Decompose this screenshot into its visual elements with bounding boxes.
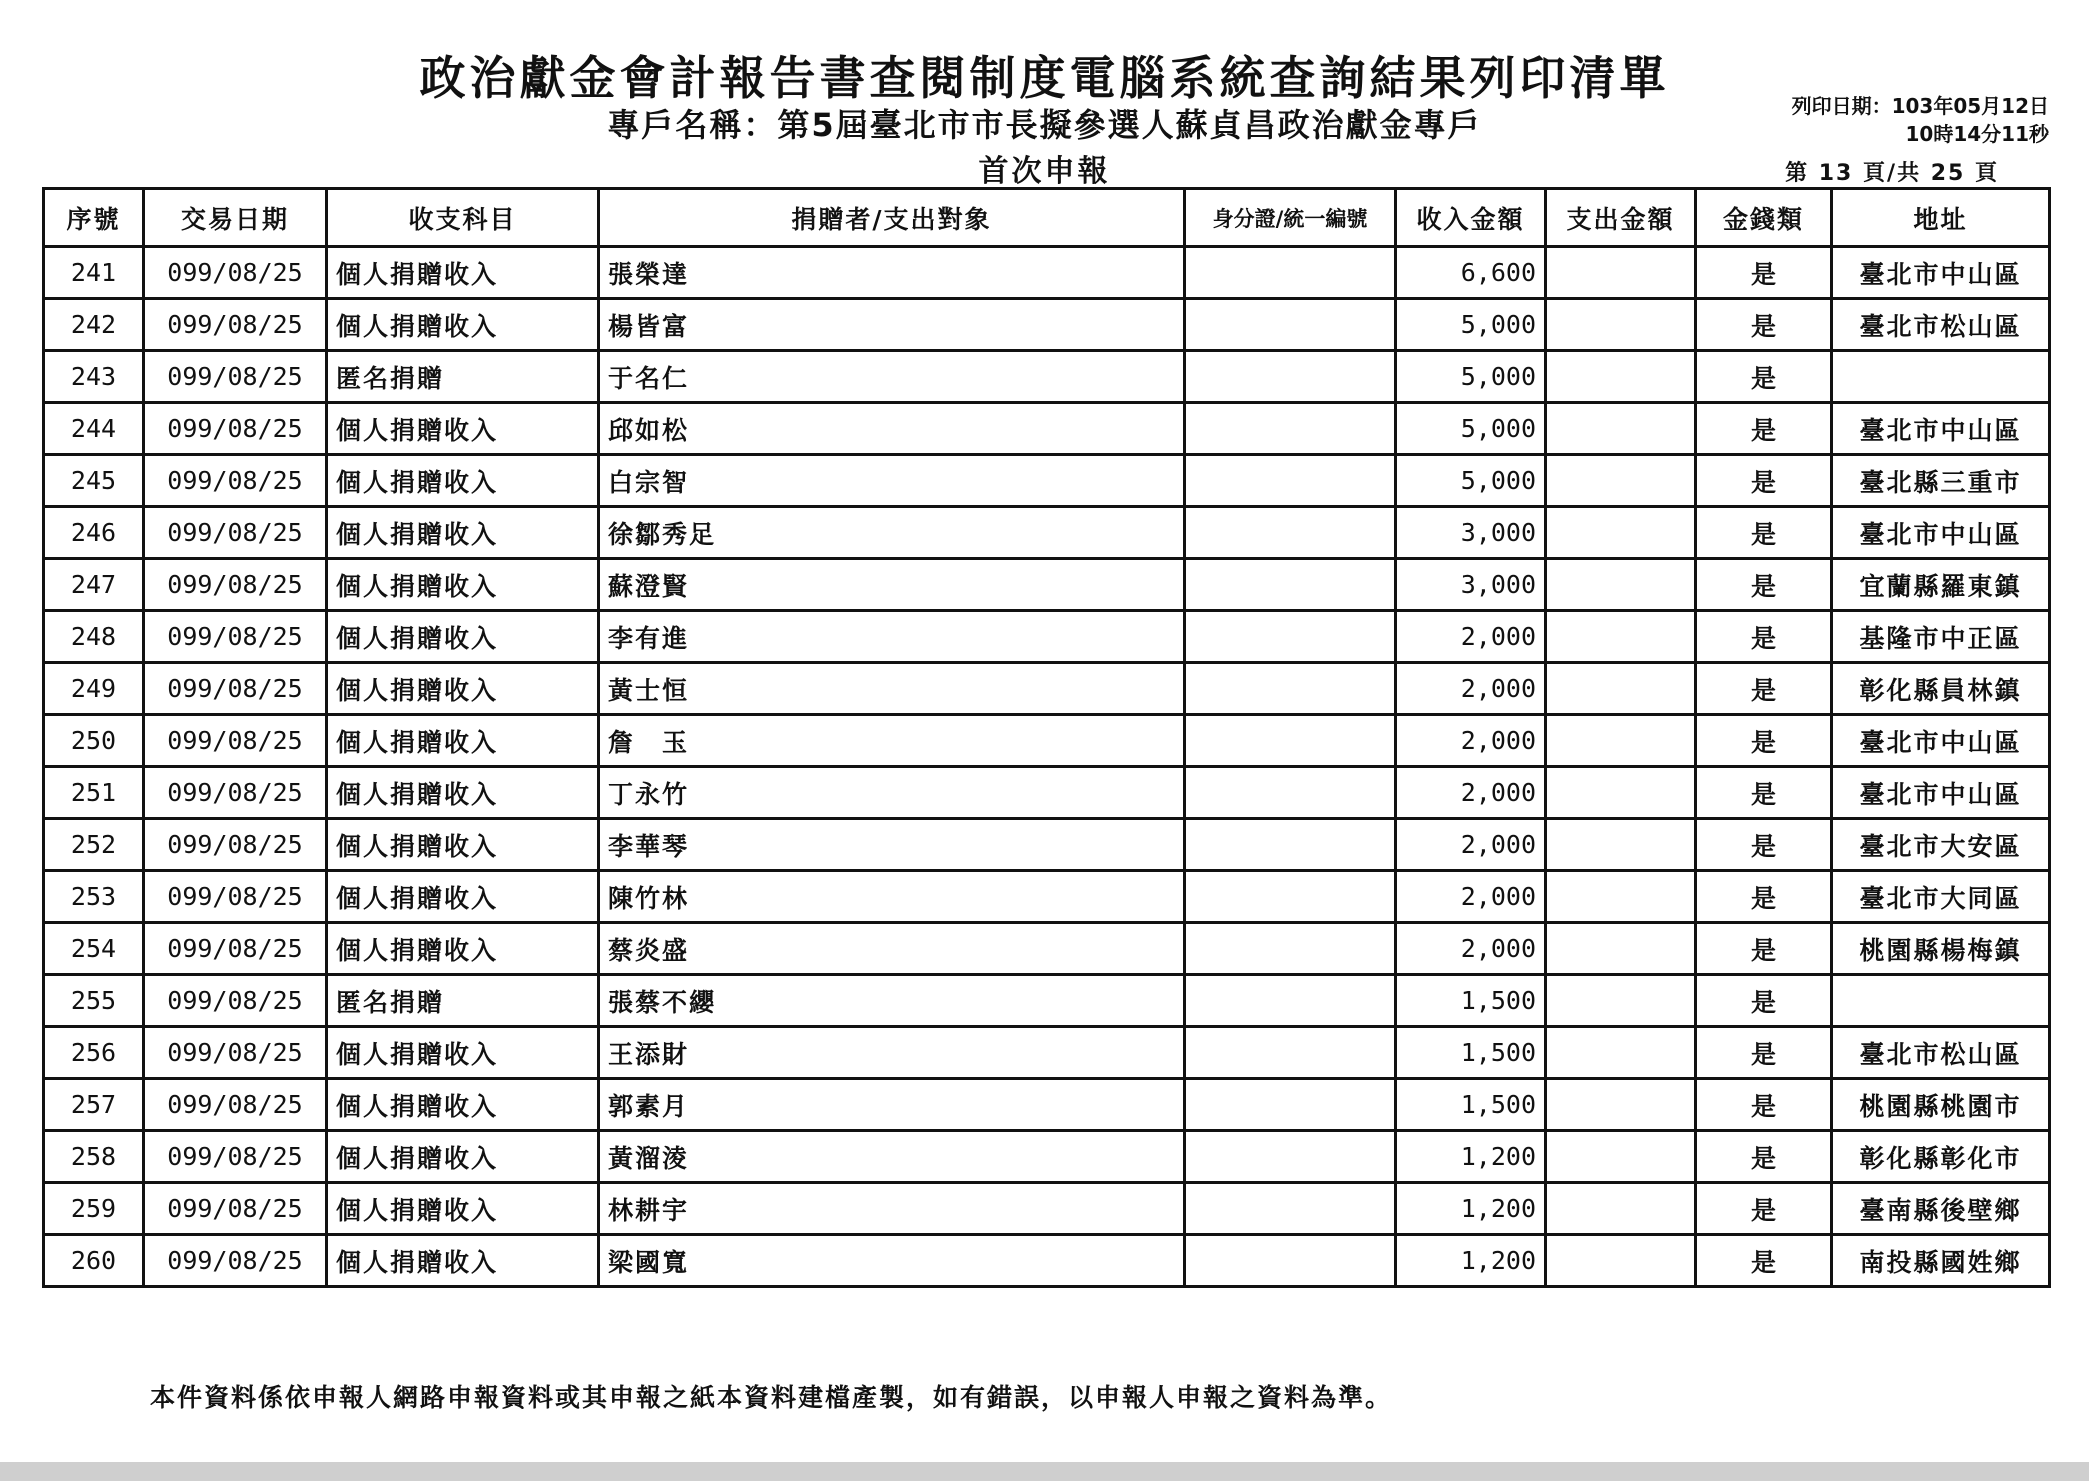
cell-party: 陳竹林 (599, 871, 1185, 923)
cell-date: 099/08/25 (144, 1079, 327, 1131)
cell-date: 099/08/25 (144, 403, 327, 455)
cell-seq: 257 (44, 1079, 144, 1131)
cell-address: 臺北市中山區 (1832, 715, 2050, 767)
table-row (44, 1027, 2050, 1079)
cell-date: 099/08/25 (144, 715, 327, 767)
cell-id (1185, 1183, 1396, 1235)
cell-money-type: 是 (1696, 871, 1832, 923)
column-header-income: 收入金額 (1396, 189, 1546, 247)
cell-id (1185, 455, 1396, 507)
cell-money-type: 是 (1696, 351, 1832, 403)
table-row (44, 1079, 2050, 1131)
column-header-category: 收支科目 (327, 189, 599, 247)
table-row (44, 767, 2050, 819)
cell-money-type: 是 (1696, 767, 1832, 819)
column-header-address: 地址 (1832, 189, 2050, 247)
donation-table (42, 187, 2051, 1288)
cell-money-type: 是 (1696, 1235, 1832, 1287)
cell-id (1185, 1235, 1396, 1287)
cell-category: 個人捐贈收入 (327, 1079, 599, 1131)
cell-party: 詹 玉 (599, 715, 1185, 767)
scan-bottom-edge (0, 1462, 2089, 1481)
cell-id (1185, 559, 1396, 611)
cell-date: 099/08/25 (144, 1027, 327, 1079)
column-header-seq: 序號 (44, 189, 144, 247)
cell-money-type: 是 (1696, 1027, 1832, 1079)
cell-money-type: 是 (1696, 507, 1832, 559)
cell-address: 臺北市大安區 (1832, 819, 2050, 871)
page-title: 政治獻金會計報告書查閱制度電腦系統查詢結果列印清單 (419, 51, 1670, 105)
cell-expense (1546, 455, 1696, 507)
cell-address: 彰化縣員林鎮 (1832, 663, 2050, 715)
cell-party: 郭素月 (599, 1079, 1185, 1131)
footer-note: 本件資料係依申報人網路申報資料或其申報之紙本資料建檔產製，如有錯誤，以申報人申報之資料為準。 (150, 1383, 1393, 1412)
cell-date: 099/08/25 (144, 767, 327, 819)
cell-income: 1,200 (1396, 1131, 1546, 1183)
cell-seq: 245 (44, 455, 144, 507)
cell-seq: 247 (44, 559, 144, 611)
cell-seq: 244 (44, 403, 144, 455)
cell-income: 1,200 (1396, 1235, 1546, 1287)
cell-money-type: 是 (1696, 1079, 1832, 1131)
cell-date: 099/08/25 (144, 871, 327, 923)
cell-money-type: 是 (1696, 1183, 1832, 1235)
table-row (44, 403, 2050, 455)
cell-address: 臺北市松山區 (1832, 1027, 2050, 1079)
cell-income: 1,200 (1396, 1183, 1546, 1235)
column-header-id: 身分證/統一編號 (1185, 189, 1396, 247)
cell-expense (1546, 975, 1696, 1027)
cell-address: 臺北市中山區 (1832, 507, 2050, 559)
cell-expense (1546, 559, 1696, 611)
cell-expense (1546, 1183, 1696, 1235)
cell-expense (1546, 1131, 1696, 1183)
table-row (44, 559, 2050, 611)
cell-address: 桃園縣楊梅鎮 (1832, 923, 2050, 975)
print-date-line2: 10時14分11秒 (1905, 122, 2049, 146)
cell-address (1832, 351, 2050, 403)
cell-expense (1546, 299, 1696, 351)
cell-income: 3,000 (1396, 507, 1546, 559)
table-row (44, 923, 2050, 975)
cell-expense (1546, 663, 1696, 715)
cell-income: 2,000 (1396, 767, 1546, 819)
cell-seq: 253 (44, 871, 144, 923)
cell-category: 個人捐贈收入 (327, 1183, 599, 1235)
cell-party: 黃士恒 (599, 663, 1185, 715)
cell-income: 5,000 (1396, 403, 1546, 455)
cell-id (1185, 507, 1396, 559)
cell-id (1185, 611, 1396, 663)
cell-expense (1546, 923, 1696, 975)
table-header-row (44, 189, 2050, 247)
cell-party: 張榮達 (599, 247, 1185, 299)
cell-money-type: 是 (1696, 663, 1832, 715)
account-name: 專戶名稱：第5屆臺北市市長擬參選人蘇貞昌政治獻金專戶 (607, 106, 1482, 144)
cell-seq: 250 (44, 715, 144, 767)
cell-seq: 241 (44, 247, 144, 299)
cell-id (1185, 403, 1396, 455)
cell-expense (1546, 403, 1696, 455)
cell-category: 個人捐贈收入 (327, 611, 599, 663)
cell-expense (1546, 351, 1696, 403)
cell-expense (1546, 507, 1696, 559)
cell-money-type: 是 (1696, 1131, 1832, 1183)
cell-id (1185, 663, 1396, 715)
cell-money-type: 是 (1696, 611, 1832, 663)
cell-date: 099/08/25 (144, 663, 327, 715)
cell-party: 黃溜淩 (599, 1131, 1185, 1183)
cell-address: 臺北市中山區 (1832, 247, 2050, 299)
cell-address: 臺北市中山區 (1832, 403, 2050, 455)
cell-money-type: 是 (1696, 715, 1832, 767)
cell-date: 099/08/25 (144, 507, 327, 559)
cell-party: 蔡炎盛 (599, 923, 1185, 975)
cell-income: 2,000 (1396, 663, 1546, 715)
cell-money-type: 是 (1696, 559, 1832, 611)
cell-expense (1546, 715, 1696, 767)
cell-category: 個人捐贈收入 (327, 819, 599, 871)
cell-address: 桃園縣桃園市 (1832, 1079, 2050, 1131)
report-type: 首次申報 (978, 154, 1111, 189)
table-row (44, 663, 2050, 715)
table-row (44, 819, 2050, 871)
cell-id (1185, 247, 1396, 299)
table-row (44, 871, 2050, 923)
cell-party: 梁國寬 (599, 1235, 1185, 1287)
cell-money-type: 是 (1696, 923, 1832, 975)
print-date (1792, 92, 2049, 148)
cell-income: 2,000 (1396, 715, 1546, 767)
cell-expense (1546, 871, 1696, 923)
cell-seq: 242 (44, 299, 144, 351)
table-row (44, 351, 2050, 403)
cell-category: 個人捐贈收入 (327, 455, 599, 507)
table-row (44, 611, 2050, 663)
cell-income: 2,000 (1396, 819, 1546, 871)
print-date-line1: 列印日期：103年05月12日 (1791, 94, 2049, 118)
table-row (44, 299, 2050, 351)
cell-expense (1546, 1235, 1696, 1287)
cell-money-type: 是 (1696, 819, 1832, 871)
cell-id (1185, 1027, 1396, 1079)
cell-money-type: 是 (1696, 247, 1832, 299)
cell-seq: 259 (44, 1183, 144, 1235)
cell-date: 099/08/25 (144, 247, 327, 299)
cell-date: 099/08/25 (144, 975, 327, 1027)
cell-party: 王添財 (599, 1027, 1185, 1079)
cell-category: 個人捐贈收入 (327, 871, 599, 923)
cell-seq: 255 (44, 975, 144, 1027)
cell-category: 個人捐贈收入 (327, 663, 599, 715)
cell-income: 5,000 (1396, 455, 1546, 507)
cell-date: 099/08/25 (144, 923, 327, 975)
cell-money-type: 是 (1696, 975, 1832, 1027)
cell-id (1185, 819, 1396, 871)
cell-date: 099/08/25 (144, 351, 327, 403)
cell-id (1185, 767, 1396, 819)
cell-money-type: 是 (1696, 299, 1832, 351)
cell-income: 1,500 (1396, 1079, 1546, 1131)
cell-party: 丁永竹 (599, 767, 1185, 819)
cell-date: 099/08/25 (144, 611, 327, 663)
cell-seq: 256 (44, 1027, 144, 1079)
cell-expense (1546, 247, 1696, 299)
cell-date: 099/08/25 (144, 559, 327, 611)
cell-income: 2,000 (1396, 611, 1546, 663)
cell-income: 2,000 (1396, 871, 1546, 923)
cell-seq: 260 (44, 1235, 144, 1287)
cell-expense (1546, 1079, 1696, 1131)
cell-category: 個人捐贈收入 (327, 247, 599, 299)
cell-seq: 254 (44, 923, 144, 975)
cell-category: 個人捐贈收入 (327, 507, 599, 559)
table-row (44, 247, 2050, 299)
cell-id (1185, 351, 1396, 403)
cell-category: 個人捐贈收入 (327, 923, 599, 975)
cell-category: 匿名捐贈 (327, 351, 599, 403)
cell-income: 6,600 (1396, 247, 1546, 299)
cell-category: 個人捐贈收入 (327, 403, 599, 455)
cell-address: 彰化縣彰化市 (1832, 1131, 2050, 1183)
cell-id (1185, 871, 1396, 923)
cell-party: 楊皆富 (599, 299, 1185, 351)
column-header-date: 交易日期 (144, 189, 327, 247)
cell-address: 臺北市松山區 (1832, 299, 2050, 351)
cell-income: 2,000 (1396, 923, 1546, 975)
cell-address: 基隆市中正區 (1832, 611, 2050, 663)
cell-address (1832, 975, 2050, 1027)
cell-money-type: 是 (1696, 455, 1832, 507)
cell-expense (1546, 819, 1696, 871)
cell-date: 099/08/25 (144, 455, 327, 507)
column-header-expense: 支出金額 (1546, 189, 1696, 247)
cell-date: 099/08/25 (144, 819, 327, 871)
cell-party: 徐鄒秀足 (599, 507, 1185, 559)
cell-category: 個人捐贈收入 (327, 1027, 599, 1079)
table-row (44, 715, 2050, 767)
cell-party: 于名仁 (599, 351, 1185, 403)
cell-seq: 248 (44, 611, 144, 663)
cell-address: 南投縣國姓鄉 (1832, 1235, 2050, 1287)
cell-date: 099/08/25 (144, 1235, 327, 1287)
cell-date: 099/08/25 (144, 299, 327, 351)
cell-party: 邱如松 (599, 403, 1185, 455)
cell-address: 臺北縣三重市 (1832, 455, 2050, 507)
cell-seq: 243 (44, 351, 144, 403)
cell-income: 1,500 (1396, 1027, 1546, 1079)
cell-address: 臺北市大同區 (1832, 871, 2050, 923)
cell-address: 臺南縣後壁鄉 (1832, 1183, 2050, 1235)
cell-income: 5,000 (1396, 299, 1546, 351)
table-row (44, 1131, 2050, 1183)
column-header-party: 捐贈者/支出對象 (599, 189, 1185, 247)
cell-seq: 258 (44, 1131, 144, 1183)
cell-category: 個人捐贈收入 (327, 1131, 599, 1183)
cell-seq: 252 (44, 819, 144, 871)
cell-address: 臺北市中山區 (1832, 767, 2050, 819)
table-row (44, 975, 2050, 1027)
cell-seq: 251 (44, 767, 144, 819)
cell-category: 個人捐贈收入 (327, 1235, 599, 1287)
table-row (44, 455, 2050, 507)
cell-category: 匿名捐贈 (327, 975, 599, 1027)
table-row (44, 1235, 2050, 1287)
cell-party: 白宗智 (599, 455, 1185, 507)
cell-expense (1546, 767, 1696, 819)
cell-category: 個人捐贈收入 (327, 299, 599, 351)
cell-income: 1,500 (1396, 975, 1546, 1027)
cell-category: 個人捐贈收入 (327, 559, 599, 611)
table-body (44, 247, 2050, 1287)
cell-expense (1546, 611, 1696, 663)
cell-party: 李有進 (599, 611, 1185, 663)
cell-party: 蘇澄賢 (599, 559, 1185, 611)
cell-category: 個人捐贈收入 (327, 715, 599, 767)
cell-id (1185, 715, 1396, 767)
cell-id (1185, 1079, 1396, 1131)
cell-id (1185, 1131, 1396, 1183)
column-header-money-type: 金錢類 (1696, 189, 1832, 247)
cell-date: 099/08/25 (144, 1131, 327, 1183)
cell-seq: 249 (44, 663, 144, 715)
cell-date: 099/08/25 (144, 1183, 327, 1235)
cell-seq: 246 (44, 507, 144, 559)
cell-income: 5,000 (1396, 351, 1546, 403)
page-indicator: 第 13 頁/共 25 頁 (1785, 161, 1999, 186)
cell-address: 宜蘭縣羅東鎮 (1832, 559, 2050, 611)
cell-id (1185, 923, 1396, 975)
cell-party: 李華琴 (599, 819, 1185, 871)
cell-id (1185, 299, 1396, 351)
cell-money-type: 是 (1696, 403, 1832, 455)
cell-id (1185, 975, 1396, 1027)
cell-party: 林耕宇 (599, 1183, 1185, 1235)
cell-income: 3,000 (1396, 559, 1546, 611)
table-row (44, 507, 2050, 559)
table-row (44, 1183, 2050, 1235)
cell-expense (1546, 1027, 1696, 1079)
cell-party: 張蔡不纓 (599, 975, 1185, 1027)
cell-category: 個人捐贈收入 (327, 767, 599, 819)
